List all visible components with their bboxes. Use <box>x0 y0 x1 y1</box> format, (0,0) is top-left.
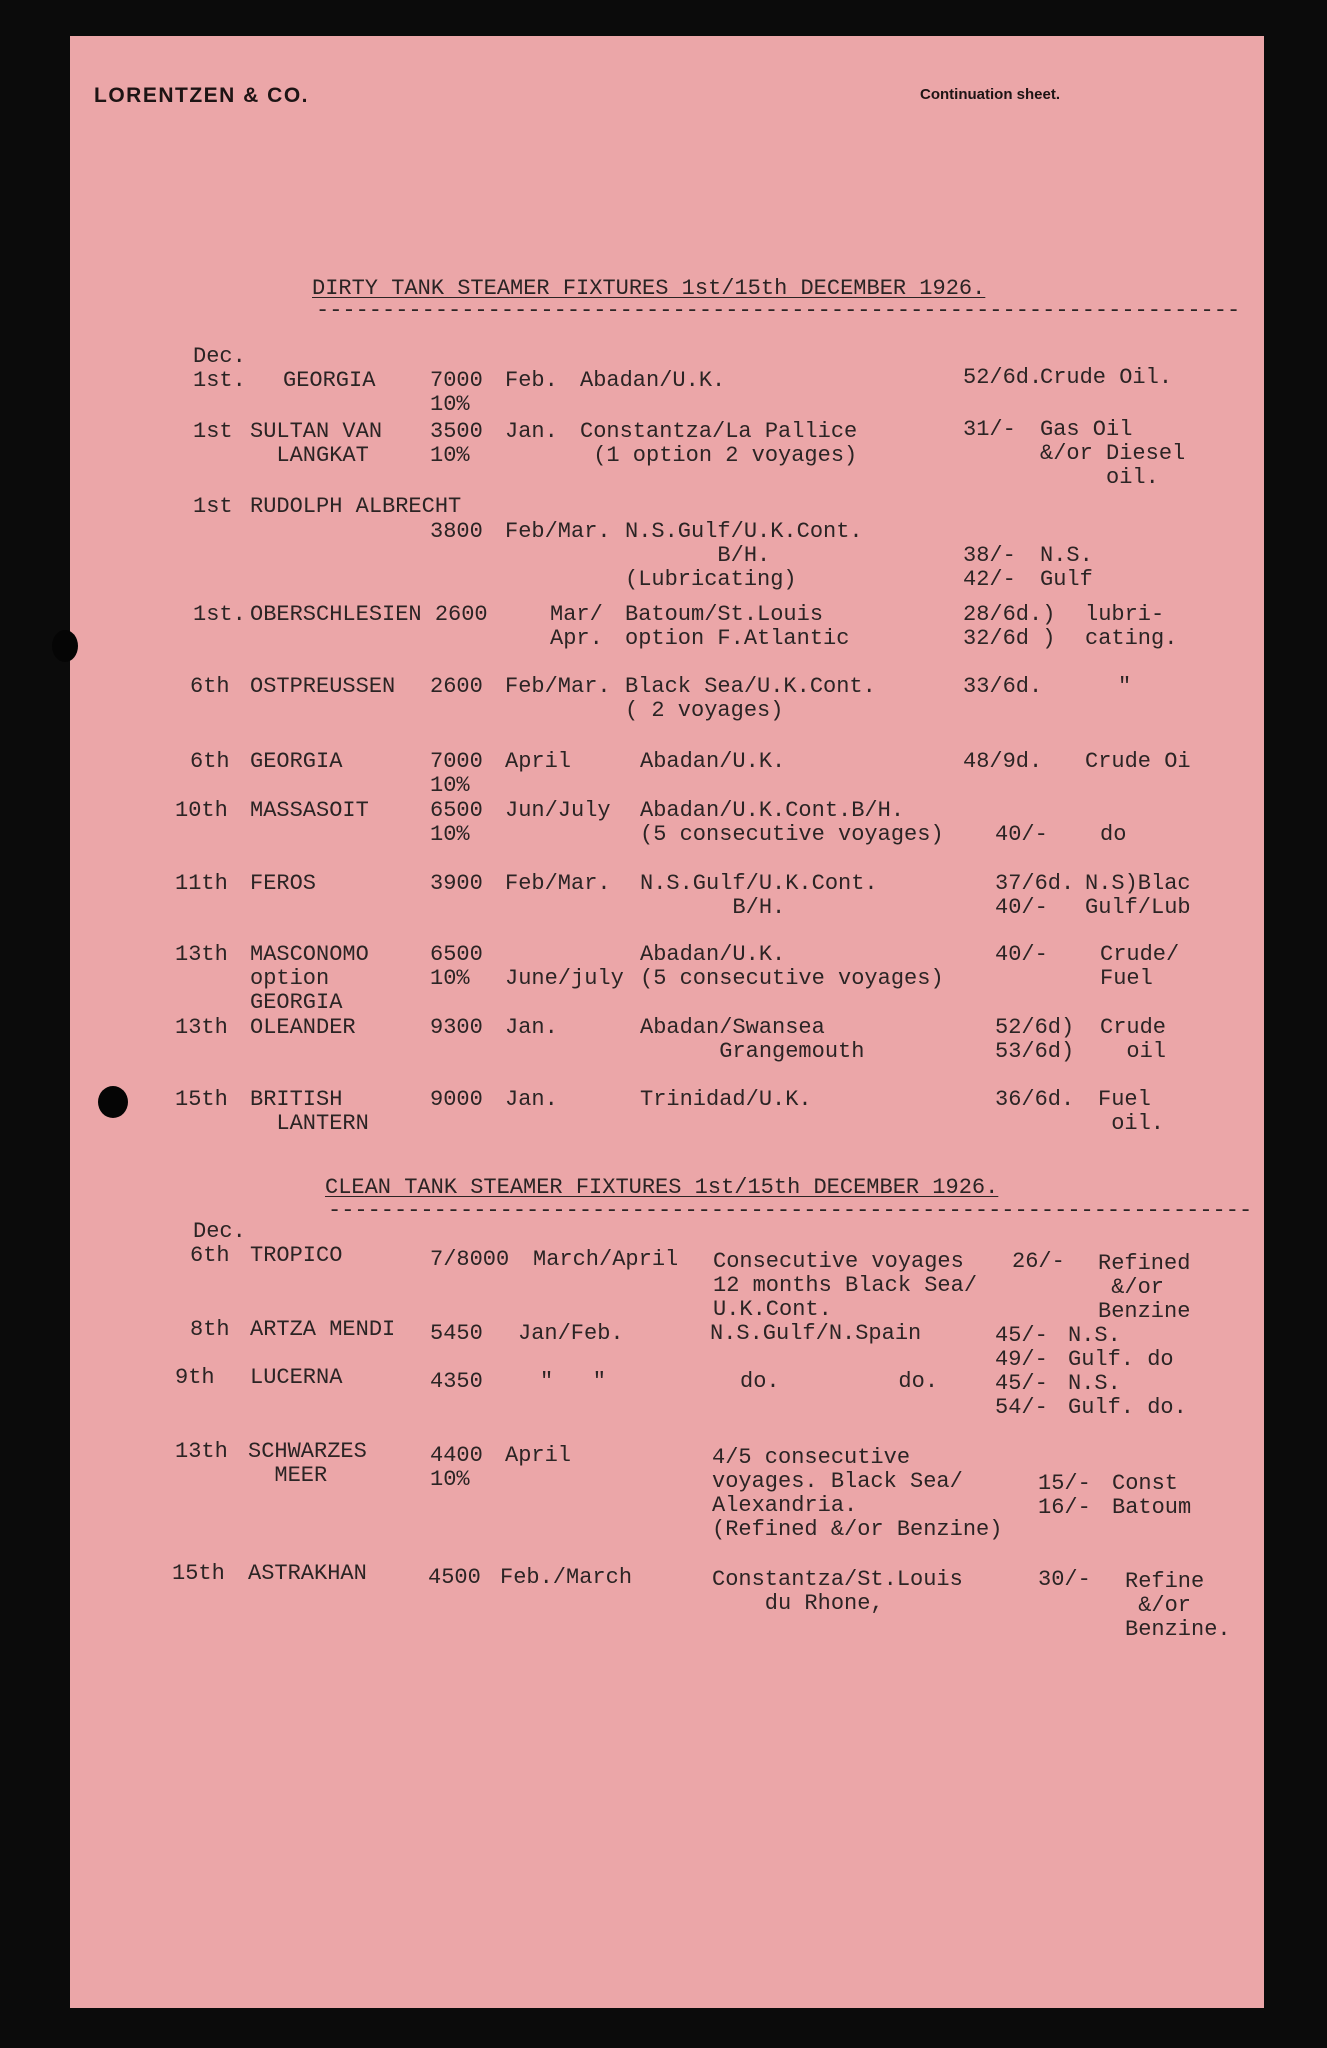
punch-hole-bottom <box>98 1086 128 1118</box>
cargo: N.S. Gulf. do <box>1068 1323 1174 1372</box>
fixture-day: 6th <box>190 749 230 774</box>
rate: 52/6d. <box>963 365 1043 390</box>
time-period: April <box>505 749 572 774</box>
quantity: 9000 <box>430 1087 483 1112</box>
vessel-name: ARTZA MENDI <box>250 1317 396 1342</box>
time-period: Jan/Feb. <box>518 1321 624 1346</box>
vessel-name: SULTAN VAN LANGKAT <box>250 419 383 468</box>
route: Black Sea/U.K.Cont. ( 2 voyages) <box>625 674 876 723</box>
route: Abadan/U.K. <box>640 749 786 774</box>
letterhead: LORENTZEN & CO. <box>94 84 309 107</box>
cargo: Refine &/or Benzine. <box>1125 1569 1231 1642</box>
quantity: 4500 <box>428 1565 481 1590</box>
time-period: Feb. <box>505 368 558 393</box>
rate: 15/- 16/- <box>1038 1471 1091 1520</box>
route: Trinidad/U.K. <box>640 1087 812 1112</box>
clean-title: CLEAN TANK STEAMER FIXTURES 1st/15th DECEMBER 1926. <box>325 1175 999 1200</box>
time-period: Feb/Mar. <box>505 674 611 699</box>
cargo: " <box>1118 674 1132 699</box>
vessel-name: MASSASOIT <box>250 798 369 823</box>
time-period: Jan. <box>505 1015 558 1040</box>
vessel-name: SCHWARZES MEER <box>248 1439 367 1488</box>
fixture-day: 13th <box>175 942 228 967</box>
vessel-name: ASTRAKHAN <box>248 1561 367 1586</box>
vessel-name: GEORGIA <box>283 368 376 393</box>
vessel-name: OLEANDER <box>250 1015 356 1040</box>
rate: 48/9d. <box>963 749 1043 774</box>
route: Batoum/St.Louis option F.Atlantic <box>625 602 850 651</box>
fixture-day: 11th <box>175 871 228 896</box>
time-period: March/April <box>533 1247 679 1272</box>
vessel-name: OSTPREUSSEN <box>250 674 396 699</box>
time-period: Feb./March <box>500 1565 633 1590</box>
vessel-name: TROPICO <box>250 1243 343 1268</box>
punch-hole-top <box>52 630 78 662</box>
cargo: Const Batoum <box>1112 1471 1192 1520</box>
vessel-name: MASCONOMO option GEORGIA <box>250 942 369 1015</box>
rate: 40/- <box>995 822 1048 847</box>
rate: 28/6d.) 32/6d ) <box>963 602 1056 651</box>
rate: 26/- <box>1012 1249 1065 1274</box>
cargo: Crude/ Fuel <box>1100 942 1180 991</box>
fixture-day: 1st. <box>193 368 246 393</box>
vessel-name: OBERSCHLESIEN 2600 <box>250 602 488 627</box>
cargo: lubri- cating. <box>1085 602 1178 651</box>
rate: 52/6d) 53/6d) <box>995 1015 1075 1064</box>
route: Abadan/U.K. <box>580 368 726 393</box>
quantity: 3500 10% <box>430 419 483 468</box>
quantity: 7000 10% <box>430 749 483 798</box>
fixture-day: 8th <box>190 1317 230 1342</box>
dirty-month: Dec. <box>193 344 246 369</box>
dirty-title: DIRTY TANK STEAMER FIXTURES 1st/15th DECEMBER 1926. <box>312 276 986 301</box>
quantity: 6500 10% <box>430 942 483 991</box>
route: Consecutive voyages 12 months Black Sea/ U.K.Cont. <box>713 1249 978 1322</box>
cargo: Gas Oil &/or Diesel oil. <box>1040 417 1186 490</box>
fixture-day: 1st <box>193 419 233 444</box>
route: Constantza/St.Louis du Rhone, <box>712 1567 963 1616</box>
rate: 31/- <box>963 417 1016 442</box>
vessel-name: FEROS <box>250 871 317 896</box>
time-period: Mar/ Apr. <box>550 602 603 651</box>
fixture-day: 15th <box>172 1561 225 1586</box>
quantity: 6500 10% <box>430 798 483 847</box>
fixture-day: 6th <box>190 1243 230 1268</box>
time-period: Feb/Mar. <box>505 871 611 896</box>
cargo: Crude oil <box>1100 1015 1167 1064</box>
rate: 33/6d. <box>963 674 1043 699</box>
quantity: 7/8000 <box>430 1247 510 1272</box>
cargo: Crude Oil. <box>1040 365 1173 390</box>
vessel-name: GEORGIA <box>250 749 343 774</box>
quantity: 3900 <box>430 871 483 896</box>
quantity: 4400 10% <box>430 1443 483 1492</box>
route: N.S.Gulf/U.K.Cont. B/H. (Lubricating) <box>625 519 863 592</box>
time-period: Feb/Mar. <box>505 519 611 544</box>
time-period: Jan. <box>505 419 558 444</box>
cargo: N.S. Gulf. do. <box>1068 1371 1187 1420</box>
quantity: 7000 10% <box>430 368 483 417</box>
time-period: Jan. <box>505 1087 558 1112</box>
quantity: 2600 <box>430 674 483 699</box>
route: Constantza/La Pallice (1 option 2 voyages) <box>580 419 858 468</box>
route: Abadan/Swansea Grangemouth <box>640 1015 865 1064</box>
dirty-divider: ---------------------------------------------------------------------- <box>316 298 1241 323</box>
fixture-day: 10th <box>175 798 228 823</box>
rate: 37/6d. 40/- <box>995 871 1075 920</box>
rate: 38/- 42/- <box>963 543 1016 592</box>
quantity: 5450 <box>430 1321 483 1346</box>
rate: 45/- 49/- <box>995 1323 1048 1372</box>
clean-month: Dec. <box>193 1219 246 1244</box>
route: do. do. <box>740 1369 939 1394</box>
rate: 36/6d. <box>995 1087 1075 1112</box>
cargo: Fuel oil. <box>1098 1087 1165 1136</box>
rate: 40/- <box>995 942 1048 967</box>
cargo: Crude Oi <box>1085 749 1191 774</box>
time-period: Jun/July <box>505 798 611 823</box>
clean-divider: ---------------------------------------------------------------------- <box>328 1198 1253 1223</box>
fixture-day: 13th <box>175 1015 228 1040</box>
fixture-day: 1st. <box>193 602 246 627</box>
cargo: N.S)Blac Gulf/Lub <box>1085 871 1191 920</box>
fixture-day: 15th <box>175 1087 228 1112</box>
fixture-day: 6th <box>190 674 230 699</box>
cargo: N.S. Gulf <box>1040 543 1093 592</box>
fixture-day: 1st <box>193 494 233 519</box>
time-period: June/july <box>505 966 624 991</box>
continuation-label: Continuation sheet. <box>920 86 1060 103</box>
rate: 45/- 54/- <box>995 1371 1048 1420</box>
route: Abadan/U.K.Cont.B/H. (5 consecutive voyages) <box>640 798 944 847</box>
rate: 30/- <box>1038 1567 1091 1592</box>
quantity: 4350 <box>430 1369 483 1394</box>
time-period: April <box>505 1443 572 1468</box>
route: N.S.Gulf/N.Spain <box>710 1321 922 1346</box>
quantity: 3800 <box>430 519 483 544</box>
cargo: Refined &/or Benzine <box>1098 1251 1191 1324</box>
time-period: " " <box>540 1369 607 1394</box>
quantity: 9300 <box>430 1015 483 1040</box>
vessel-name: BRITISH LANTERN <box>250 1087 369 1136</box>
route: N.S.Gulf/U.K.Cont. B/H. <box>640 871 878 920</box>
fixture-day: 9th <box>175 1365 215 1390</box>
fixture-day: 13th <box>175 1439 228 1464</box>
route: Abadan/U.K. (5 consecutive voyages) <box>640 942 944 991</box>
vessel-name: RUDOLPH ALBRECHT <box>250 494 462 519</box>
vessel-name: LUCERNA <box>250 1365 343 1390</box>
cargo: do <box>1100 822 1127 847</box>
route: 4/5 consecutive voyages. Black Sea/ Alexandria. (Refined &/or Benzine) <box>712 1445 1003 1542</box>
